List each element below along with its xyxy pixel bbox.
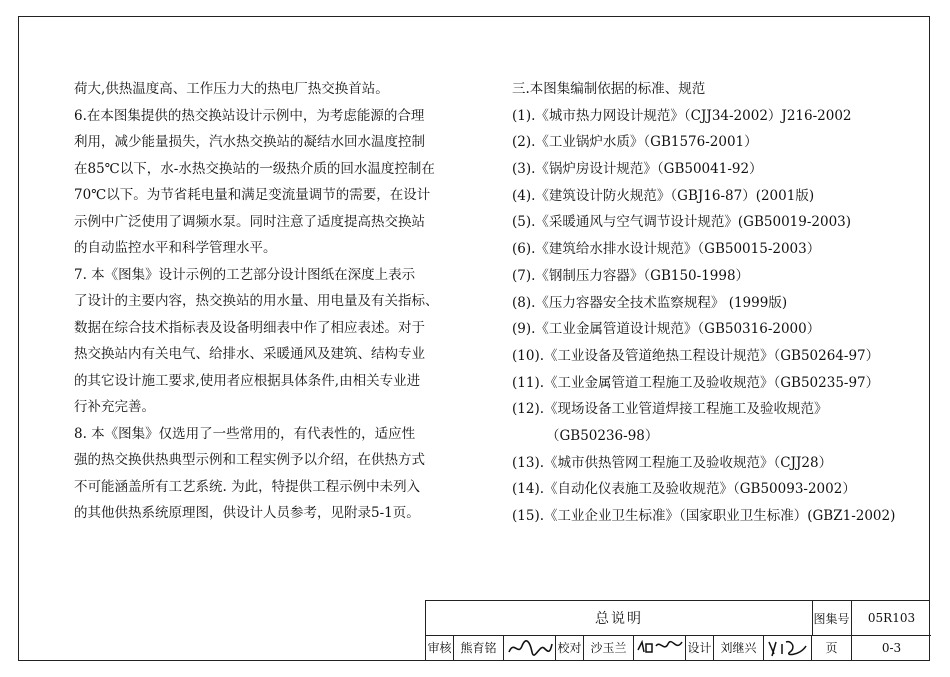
designer-name: 刘继兴 <box>714 635 764 660</box>
standard-item: (9).《工业金属管道设计规范》（GB50316-2000） <box>512 321 821 338</box>
paragraph-line: 强的热交换供热典型示例和工程实例予以介绍，在供热方式 <box>74 452 425 468</box>
paragraph-line: 热交换站内有关电气、给排水、采暖通风及建筑、结构专业 <box>74 346 425 362</box>
standard-item: (5).《采暖通风与空气调节设计规范》(GB50019-2003) <box>512 214 852 231</box>
standard-item: (14).《自动化仪表施工及验收规范》（GB50093-2002） <box>512 481 856 498</box>
standard-item: (13).《城市供热管网工程施工及验收规范》（CJJ28） <box>512 454 833 471</box>
design-label: 设计 <box>686 635 714 660</box>
check-label: 校对 <box>556 635 584 660</box>
standard-item: (8).《压力容器安全技术监察规程》 (1999版) <box>512 294 788 311</box>
standard-item: (10).《工业设备及管道绝热工程设计规范》（GB50264-97） <box>512 347 880 364</box>
paragraph-line: 荷大,供热温度高、工作压力大的热电厂热交换首站。 <box>74 81 389 97</box>
paragraph-line: 8. 本《图集》仅选用了一些常用的，有代表性的，适应性 <box>74 425 416 442</box>
paragraph-line: 7. 本《图集》设计示例的工艺部分设计图纸在深度上表示 <box>74 266 416 283</box>
atlas-label: 图集号 <box>812 601 852 635</box>
standard-item: (2).《工业锅炉水质》（GB1576-2001） <box>512 134 758 151</box>
standard-item: (6).《建筑给水排水设计规范》（GB50015-2003） <box>512 241 821 258</box>
page-label: 页 <box>812 635 852 660</box>
standard-item: (12).《现场设备工业管道焊接工程施工及验收规范》 <box>512 401 828 418</box>
paragraph-line: 数据在综合技术指标表及设备明细表中作了相应表述。对于 <box>74 319 425 336</box>
reviewer-name: 熊育铭 <box>454 635 504 660</box>
paragraph-line: 6.在本图集提供的热交换站设计示例中，为考虑能源的合理 <box>74 107 425 124</box>
paragraph-line: 的自动监控水平和科学管理水平。 <box>74 240 277 256</box>
signature-row <box>426 635 812 660</box>
reviewer-signature <box>504 635 556 660</box>
review-label: 审核 <box>426 635 454 660</box>
checker-name: 沙玉兰 <box>584 635 634 660</box>
standard-item: （GB50236-98） <box>546 427 659 444</box>
paragraph-line: 的其他供热系统原理图，供设计人员参考，见附录5-1页。 <box>74 505 420 521</box>
paragraph-line: 行补充完善。 <box>74 399 155 415</box>
standard-item: (11).《工业金属管道工程施工及验收规范》（GB50235-97） <box>512 374 880 391</box>
paragraph-line: 70℃以下。为节省耗电量和满足变流量调节的需要，在设计 <box>74 187 431 203</box>
standard-item: (7).《钢制压力容器》（GB150-1998） <box>512 267 750 284</box>
standard-item: (3).《锅炉房设计规范》（GB50041-92） <box>512 161 763 178</box>
paragraph-line: 的其它设计施工要求,使用者应根据具体条件,由相关专业进 <box>74 372 421 389</box>
paragraph-line: 示例中广泛使用了调频水泵。同时注意了适度提高热交换站 <box>74 213 425 230</box>
standard-item: 三.本图集编制依据的标准、规范 <box>512 81 706 97</box>
left-text-column <box>74 76 454 527</box>
paragraph-line: 不可能涵盖所有工艺系统. 为此，特提供工程示例中未列入 <box>74 478 421 495</box>
paragraph-line: 利用，减少能量损失，汽水热交换站的凝结水回水温度控制 <box>74 134 425 150</box>
drawing-title: 总说明 <box>426 601 813 636</box>
title-block <box>425 600 930 661</box>
standard-item: (1).《城市热力网设计规范》（CJJ34-2002）J216-2002 <box>512 107 852 124</box>
checker-signature <box>634 635 686 660</box>
atlas-number: 05R103 <box>867 611 916 625</box>
standard-item: (4).《建筑设计防火规范》（GBJ16-87）(2001版) <box>512 187 815 204</box>
page-number: 0-3 <box>881 640 902 655</box>
paragraph-line: 了设计的主要内容，热交换站的用水量、用电量及有关指标、 <box>74 293 439 309</box>
standard-item: (15).《工业企业卫生标准》（国家职业卫生标准）(GBZ1-2002) <box>512 508 896 524</box>
designer-signature <box>764 635 812 660</box>
standards-list <box>512 76 912 530</box>
paragraph-line: 在85℃以下，水-水热交换站的一级热介质的回水温度控制在 <box>74 160 435 177</box>
